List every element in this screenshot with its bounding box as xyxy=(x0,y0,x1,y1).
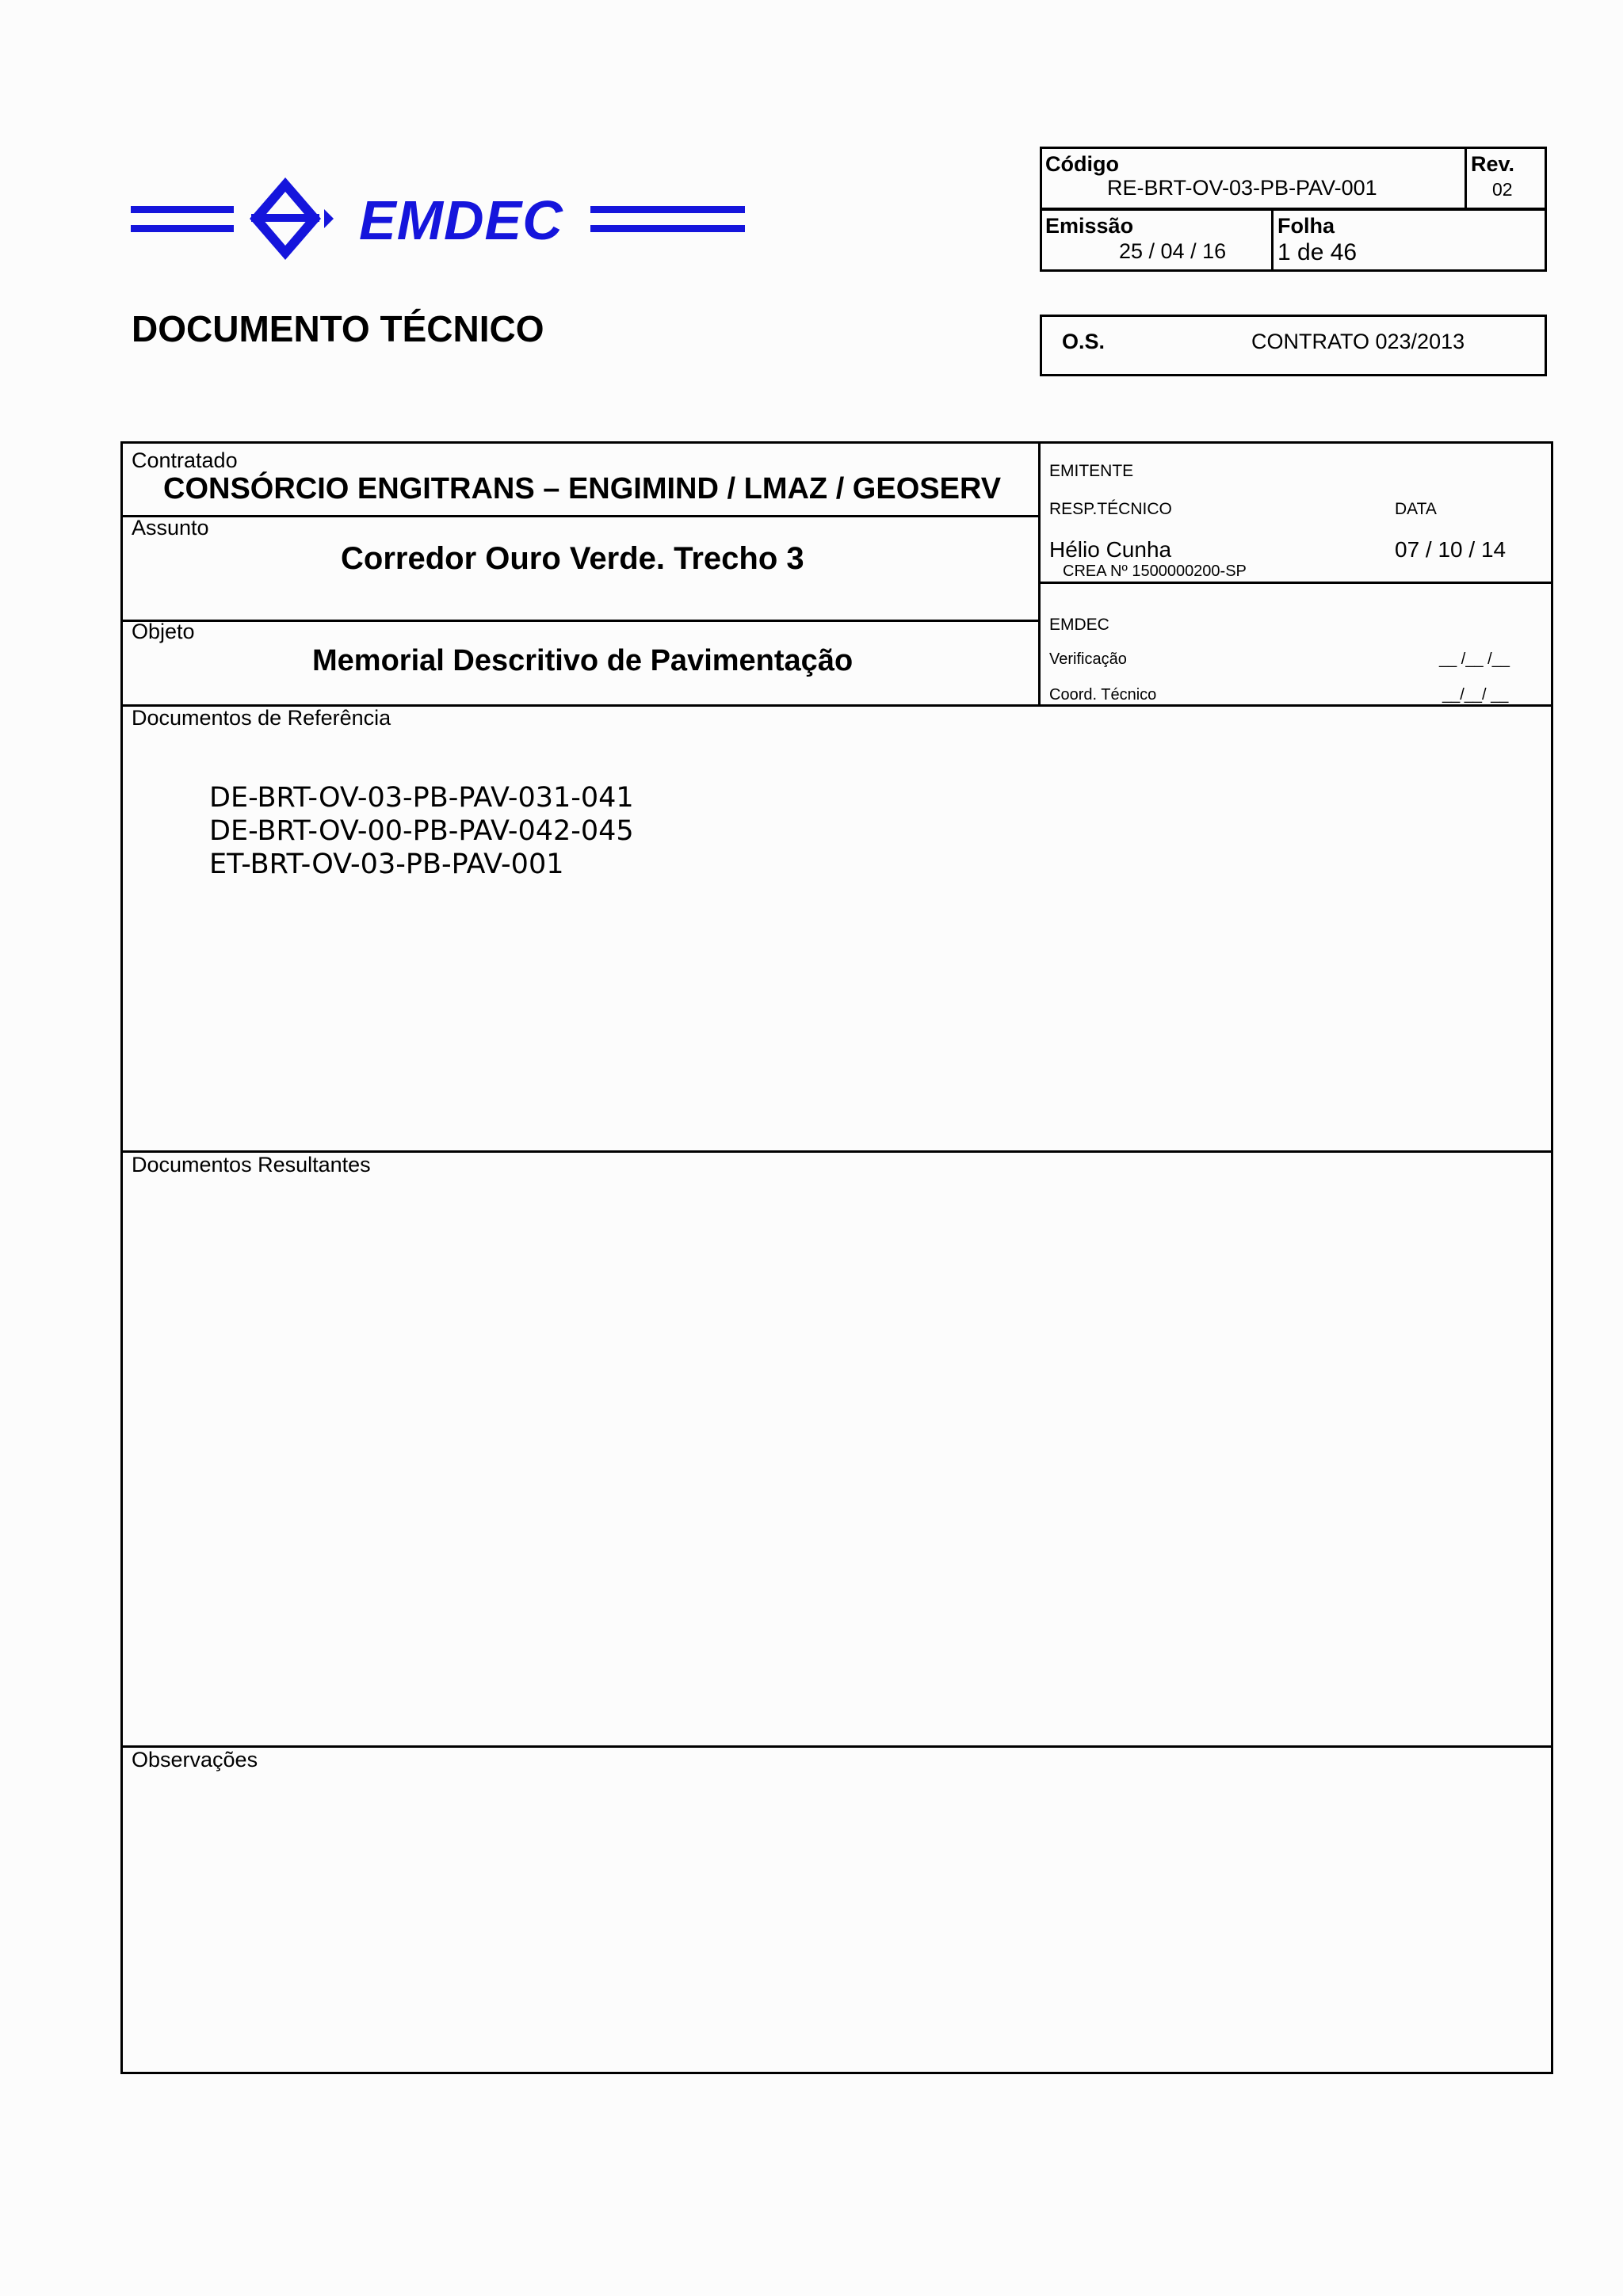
emdec-logo xyxy=(131,173,749,268)
verificacao-label: Verificação xyxy=(1049,650,1127,668)
ref-doc-item: DE-BRT-OV-03-PB-PAV-031-041 xyxy=(209,782,634,814)
data-label: DATA xyxy=(1395,500,1437,518)
assunto-label: Assunto xyxy=(132,516,209,540)
coord-tecnico-value: __/__/ __ xyxy=(1442,686,1509,704)
folha-value: 1 de 46 xyxy=(1277,239,1358,265)
contratado-value: CONSÓRCIO ENGITRANS – ENGIMIND / LMAZ / GEOSERV xyxy=(163,472,1002,505)
emdec-label: EMDEC xyxy=(1049,616,1109,634)
assunto-value: Corredor Ouro Verde. Trecho 3 xyxy=(341,541,804,576)
rev-label: Rev. xyxy=(1471,152,1515,176)
ref-doc-item: DE-BRT-OV-00-PB-PAV-042-045 xyxy=(209,815,634,847)
os-value: CONTRATO 023/2013 xyxy=(1251,330,1465,353)
resultant-docs-label: Documentos Resultantes xyxy=(132,1153,371,1177)
emissao-label: Emissão xyxy=(1045,214,1134,238)
coord-tecnico-label: Coord. Técnico xyxy=(1049,686,1157,704)
document-title: DOCUMENTO TÉCNICO xyxy=(132,308,544,349)
ref-docs-label: Documentos de Referência xyxy=(132,706,391,730)
resp-tecnico-label: RESP.TÉCNICO xyxy=(1049,500,1172,518)
os-label: O.S. xyxy=(1062,330,1106,353)
contratado-label: Contratado xyxy=(132,448,238,472)
ref-doc-item: ET-BRT-OV-03-PB-PAV-001 xyxy=(209,849,564,880)
emissao-value: 25 / 04 / 16 xyxy=(1119,239,1227,263)
codigo-label: Código xyxy=(1045,152,1119,176)
rev-value: 02 xyxy=(1492,179,1513,200)
emdec-logo-text: EMDEC xyxy=(359,189,563,251)
folha-label: Folha xyxy=(1277,214,1335,238)
data-value: 07 / 10 / 14 xyxy=(1395,537,1507,562)
verificacao-value: __ /__ /__ xyxy=(1439,650,1510,668)
crea-number: CREA Nº 1500000200-SP xyxy=(1063,563,1247,580)
emitente-label: EMITENTE xyxy=(1049,462,1134,480)
objeto-value: Memorial Descritivo de Pavimentação xyxy=(312,644,854,677)
observations-label: Observações xyxy=(132,1748,258,1772)
form-frame xyxy=(120,441,1553,2074)
objeto-label: Objeto xyxy=(132,620,195,643)
codigo-value: RE-BRT-OV-03-PB-PAV-001 xyxy=(1107,176,1377,200)
resp-name: Hélio Cunha xyxy=(1049,537,1172,562)
